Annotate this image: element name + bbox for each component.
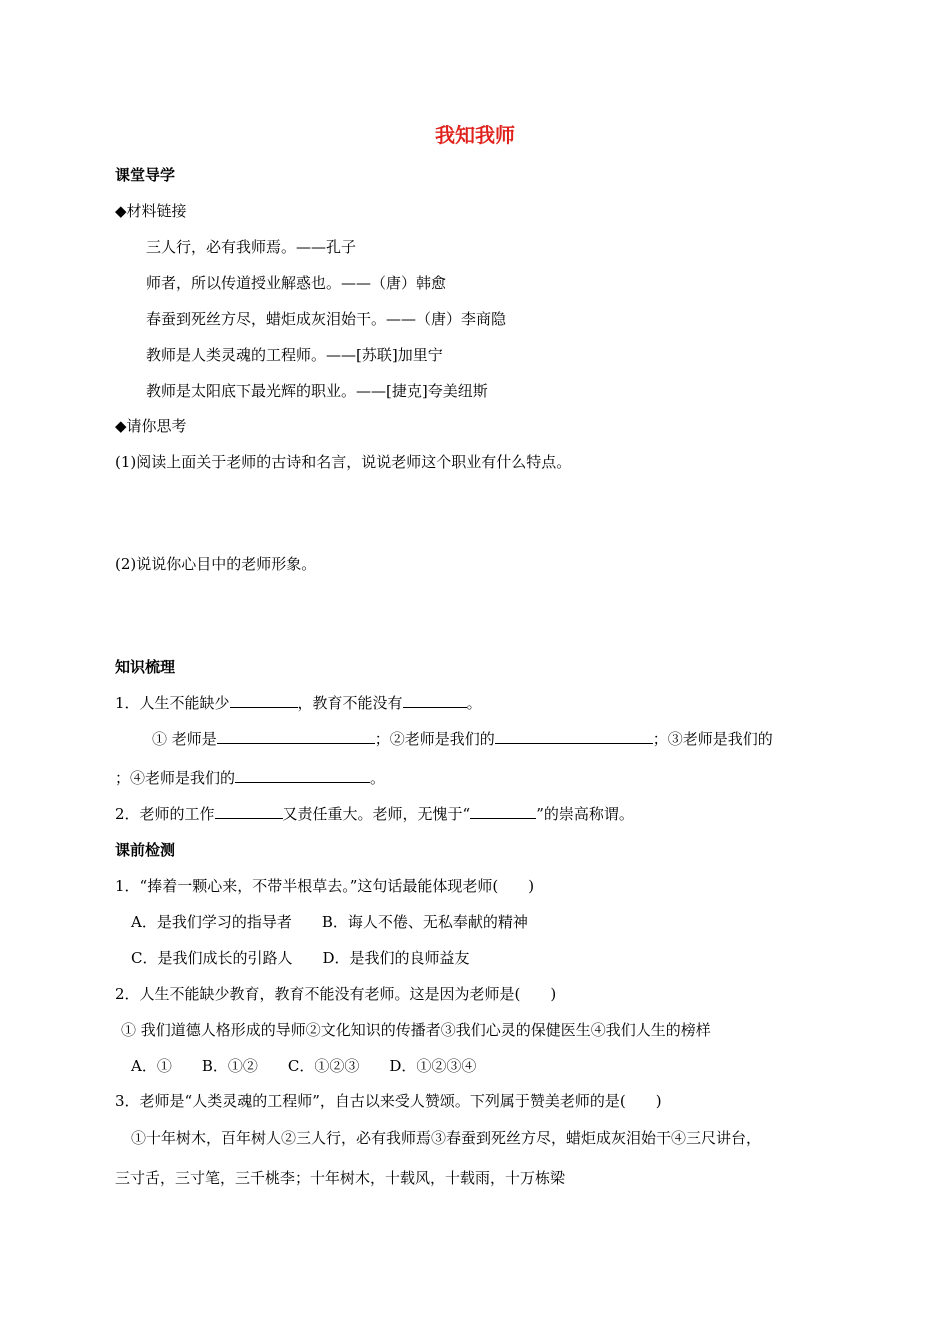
section-heading-knowledge: 知识梳理 <box>115 658 176 676</box>
knowledge-item-1-line-2 <box>152 729 773 749</box>
line-2-text-a: ① 老师是 <box>152 730 217 748</box>
precheck-q1-options-ab: A．是我们学习的指导者 B．诲人不倦、无私奉献的精神 <box>131 913 528 931</box>
line-3-text-b: 。 <box>370 769 386 787</box>
line-2-text-b: ；②老师是我们的 <box>374 730 495 748</box>
knowledge-item-2-text-c: ”的崇高称谓。 <box>536 805 634 823</box>
material-heading: ◆材料链接 <box>115 202 187 220</box>
page-title: 我知我师 <box>435 123 515 147</box>
blank-5[interactable] <box>235 768 370 783</box>
line-2-text-c: ；③老师是我们的 <box>652 730 773 748</box>
section-heading-guide: 课堂导学 <box>115 166 176 184</box>
precheck-question-1: 1．“捧着一颗心来，不带半根草去。”这句话最能体现老师( ) <box>115 877 535 895</box>
precheck-q3-items-line-2: 三寸舌，三寸笔，三千桃李；十年树木，十载风，十载雨，十万栋梁 <box>115 1169 566 1187</box>
blank-2[interactable] <box>403 693 467 708</box>
knowledge-item-1-text-a: 1．人生不能缺少 <box>115 694 230 712</box>
think-question-2: (2)说说你心目中的老师形象。 <box>115 555 317 573</box>
think-heading: ◆请你思考 <box>115 417 187 435</box>
precheck-q1-options-cd: C．是我们成长的引路人 D．是我们的良师益友 <box>131 949 470 967</box>
blank-4[interactable] <box>495 729 653 744</box>
precheck-q2-items: ① 我们道德人格形成的导师②文化知识的传播者③我们心灵的保健医生④我们人生的榜样 <box>121 1021 711 1039</box>
quote-1: 三人行，必有我师焉。——孔子 <box>146 238 357 256</box>
knowledge-item-2-text-a: 2．老师的工作 <box>115 805 215 823</box>
quote-2: 师者，所以传道授业解惑也。——（唐）韩愈 <box>146 274 447 292</box>
line-3-text-a: ；④老师是我们的 <box>115 769 236 787</box>
knowledge-item-1-text-c: 。 <box>466 694 482 712</box>
section-heading-precheck: 课前检测 <box>115 841 176 859</box>
think-question-1: (1)阅读上面关于老师的古诗和名言，说说老师这个职业有什么特点。 <box>115 453 572 471</box>
knowledge-item-1 <box>115 693 482 713</box>
precheck-question-3: 3．老师是“人类灵魂的工程师”，自古以来受人赞颂。下列属于赞美老师的是( ) <box>115 1092 662 1110</box>
blank-1[interactable] <box>230 693 298 708</box>
knowledge-item-1-text-b: ，教育不能没有 <box>297 694 403 712</box>
knowledge-item-1-line-3 <box>115 768 385 788</box>
precheck-question-2: 2．人生不能缺少教育，教育不能没有老师。这是因为老师是( ) <box>115 985 557 1003</box>
blank-3[interactable] <box>217 729 375 744</box>
quote-4: 教师是人类灵魂的工程师。——[苏联]加里宁 <box>146 346 443 364</box>
knowledge-item-2 <box>115 804 634 824</box>
precheck-q2-options: A．① B．①② C．①②③ D．①②③④ <box>131 1057 477 1075</box>
quote-5: 教师是太阳底下最光辉的职业。——[捷克]夸美纽斯 <box>146 382 488 400</box>
precheck-q3-items-line-1: ①十年树木，百年树人②三人行，必有我师焉③春蚕到死丝方尽，蜡炬成灰泪始干④三尺讲台， <box>131 1129 762 1147</box>
knowledge-item-2-text-b: 又责任重大。老师，无愧于“ <box>282 805 471 823</box>
quote-3: 春蚕到死丝方尽，蜡炬成灰泪始干。——（唐）李商隐 <box>146 310 507 328</box>
blank-7[interactable] <box>470 804 536 819</box>
blank-6[interactable] <box>215 804 283 819</box>
